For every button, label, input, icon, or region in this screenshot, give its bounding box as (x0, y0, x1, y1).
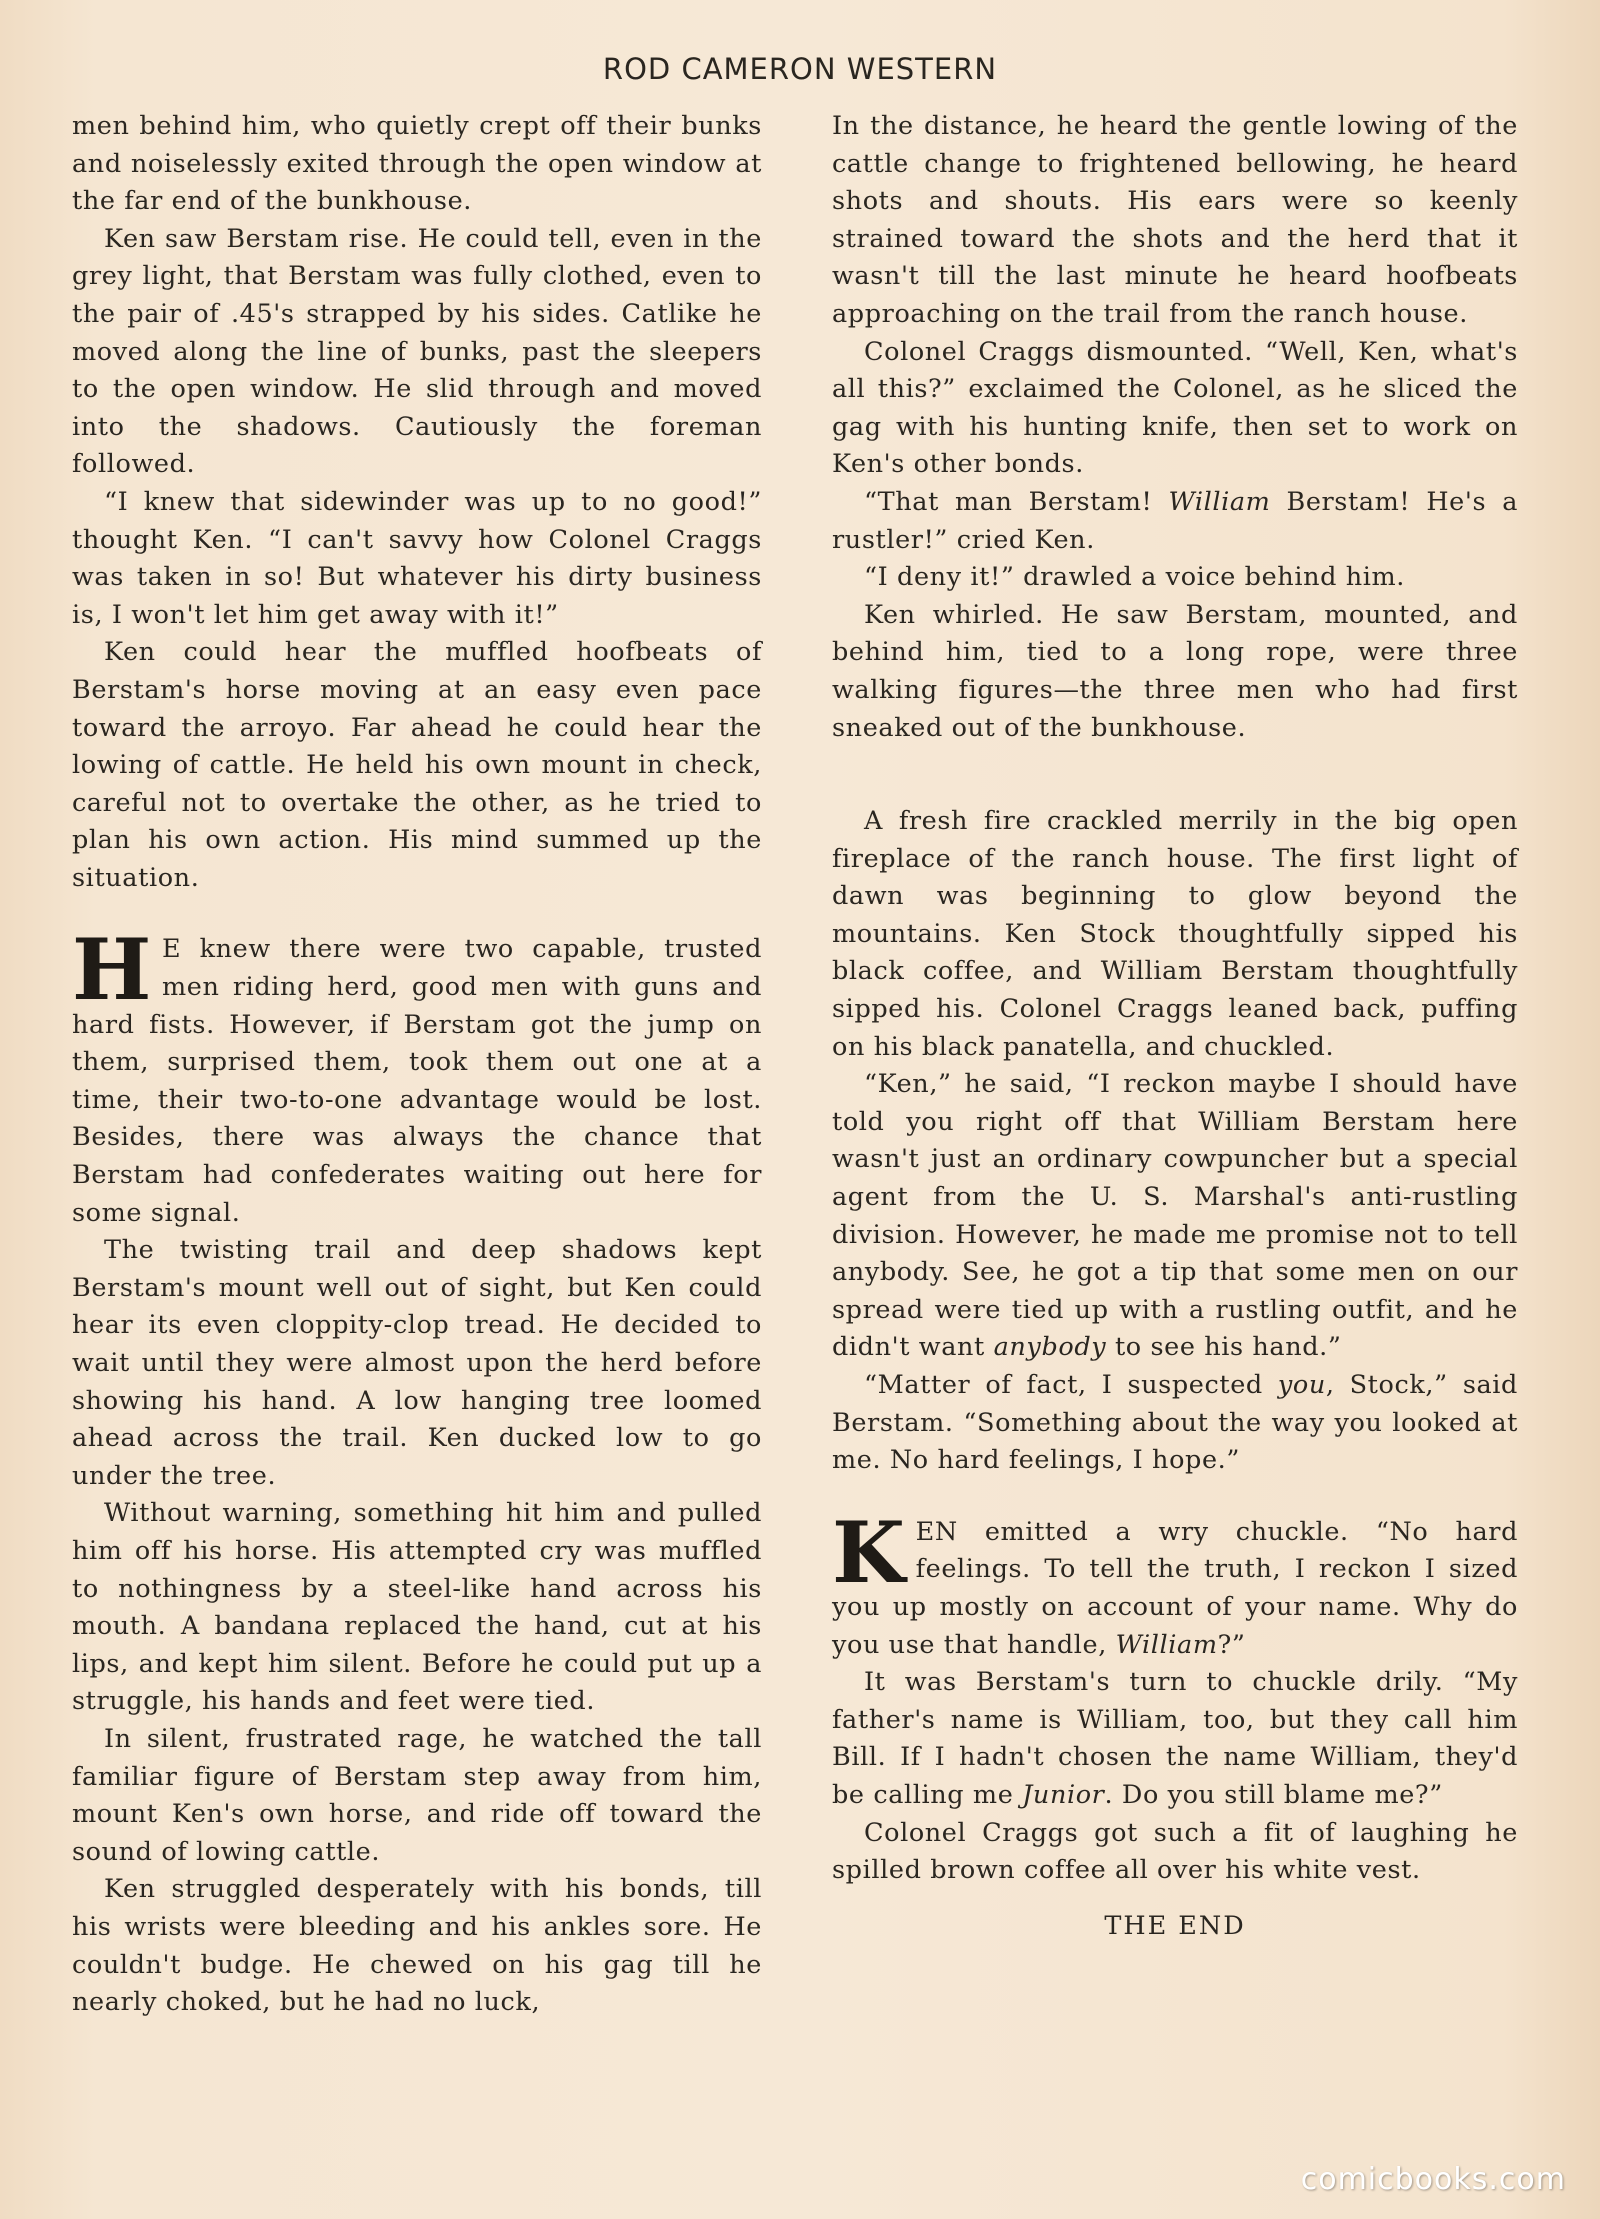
dropcap-paragraph (72, 920, 762, 1232)
text: “Matter of fact, I suspected (864, 1370, 1278, 1400)
the-end-label: THE END (1104, 1910, 1246, 1941)
italic-text: William (1168, 486, 1271, 517)
italic-text: Junior (1022, 1779, 1105, 1810)
paragraph: Colonel Craggs dismounted. “Well, Ken, what's all this?” exclaimed the Colonel, as he sliced the gag with his hunting knife, then set to work on Ken's other bonds. (832, 336, 1518, 480)
paragraph: Without warning, something hit him and pulled him off his horse. His attempted cry was muffled to nothingness by a steel-like hand across his mouth. A bandana replaced the hand, cut at his lips, and kept him silent. Before he could put up a struggle, his hands and feet were tied. (72, 1498, 762, 1717)
left-column (72, 108, 762, 2022)
paragraph (832, 1066, 1518, 1367)
paragraph (832, 1664, 1518, 1814)
text: Berstam! He's a rustler!” cried Ken. (832, 486, 1518, 555)
text: EN emitted a wry chuckle. “No hard feelings. To tell the truth, I reckon I sized you up mostly on account of your name. Why do you use that handle, (832, 1516, 1518, 1660)
dropcap-paragraph (832, 1502, 1518, 1664)
paragraph: “I knew that sidewinder was up to no good!” thought Ken. “I can't savvy how Colonel Craggs was taken in so! But whatever his dirty business is, I won't let him get away with it!” (72, 486, 762, 630)
paragraph: “I deny it!” drawled a voice behind him. (864, 562, 1405, 593)
paragraph: Ken could hear the muffled hoofbeats of Berstam's horse moving at an easy even pace toward the arroyo. Far ahead he could hear the lowing of cattle. He held his own mount in check, careful not to overtake the other, as he tried to plan his own action. His mind summed up the situation. (72, 637, 762, 893)
paragraph: Ken saw Berstam rise. He could tell, even in the grey light, that Berstam was fully clothed, even to the pair of .45's strapped by his sides. Catlike he moved along the line of bunks, past the sleepers to the open window. He slid through and moved into the shadows. Cautiously the foreman followed. (72, 223, 762, 480)
text: “Ken,” he said, “I reckon maybe I should have told you right off that William Berstam here wasn't just an ordinary cowpuncher but a special agent from the U. S. Marshal's anti-rustling division. However, he made me promise not to tell anybody. See, he got a tip that some men on our spread were tied up with a rustling outfit, and he didn't want (832, 1069, 1518, 1363)
drop-cap-letter: K (832, 1502, 906, 1602)
paragraph: Ken whirled. He saw Berstam, mounted, and behind him, tied to a long rope, were three walking figures—the three men who had first sneaked out of the bunkhouse. (832, 599, 1518, 743)
paragraph: A fresh fire crackled merrily in the big open fireplace of the ranch house. The first light of dawn was beginning to glow beyond the mountains. Ken Stock thoughtfully sipped his black coffee, and William Berstam thoughtfully sipped his. Colonel Craggs leaned back, puffing on his black panatella, and chuckled. (832, 806, 1518, 1062)
paragraph (832, 484, 1518, 559)
text: . Do you still blame me?” (1104, 1779, 1443, 1810)
paragraph: Ken struggled desperately with his bonds, till his wrists were bleeding and his ankles sore. He couldn't budge. He chewed on his gag till he nearly choked, but he had no luck, (72, 1874, 762, 2018)
italic-text: anybody (993, 1332, 1107, 1363)
paragraph: In silent, frustrated rage, he watched the tall familiar figure of Berstam step away from him, mount Ken's own horse, and ride off toward the sound of lowing cattle. (72, 1723, 762, 1867)
italic-text: you (1277, 1370, 1326, 1400)
drop-cap-letter: H (72, 920, 152, 1020)
page-header: ROD CAMERON WESTERN (602, 52, 998, 86)
text: to see his hand.” (1106, 1332, 1342, 1363)
paragraph-text: E knew there were two capable, trusted men riding herd, good men with guns and hard fists. However, if Berstam got the jump on them, surprised them, took them out one at a time, their two-to-one advantage would be lost. Besides, there was always the chance that Berstam had confederates waiting out here for some signal. (72, 934, 762, 1228)
paragraph (832, 1367, 1518, 1480)
text: ?” (1217, 1629, 1246, 1660)
paragraph: Colonel Craggs got such a fit of laughing he spilled brown coffee all over his white vest. (832, 1817, 1518, 1886)
text: , Stock,” said Berstam. “Something about the way you looked at me. No hard feelings, I hope.” (832, 1370, 1518, 1476)
paragraph: The twisting trail and deep shadows kept Berstam's mount well out of sight, but Ken could hear its even cloppity-clop tread. He decided to wait until they were almost upon the herd before showing his hand. A low hanging tree loomed ahead across the trail. Ken ducked low to go under the tree. (72, 1235, 762, 1491)
text: “That man Berstam! (864, 486, 1169, 517)
italic-text: William (1115, 1629, 1218, 1660)
text: It was Berstam's turn to chuckle drily. “My father's name is William, too, but they call him Bill. If I hadn't chosen the name William, they'd be calling me (832, 1667, 1518, 1810)
paragraph: In the distance, he heard the gentle lowing of the cattle change to frightened bellowing, he heard shots and shouts. His ears were so keenly strained toward the shots and the herd that it wasn't till the last minute he heard hoofbeats approaching on the trail from the ranch house. (832, 111, 1518, 329)
watermark: comicbooks.com (1300, 2162, 1566, 2197)
paragraph: men behind him, who quietly crept off their bunks and noiselessly exited through the open window at the far end of the bunkhouse. (72, 111, 762, 217)
right-column (832, 108, 1518, 1945)
